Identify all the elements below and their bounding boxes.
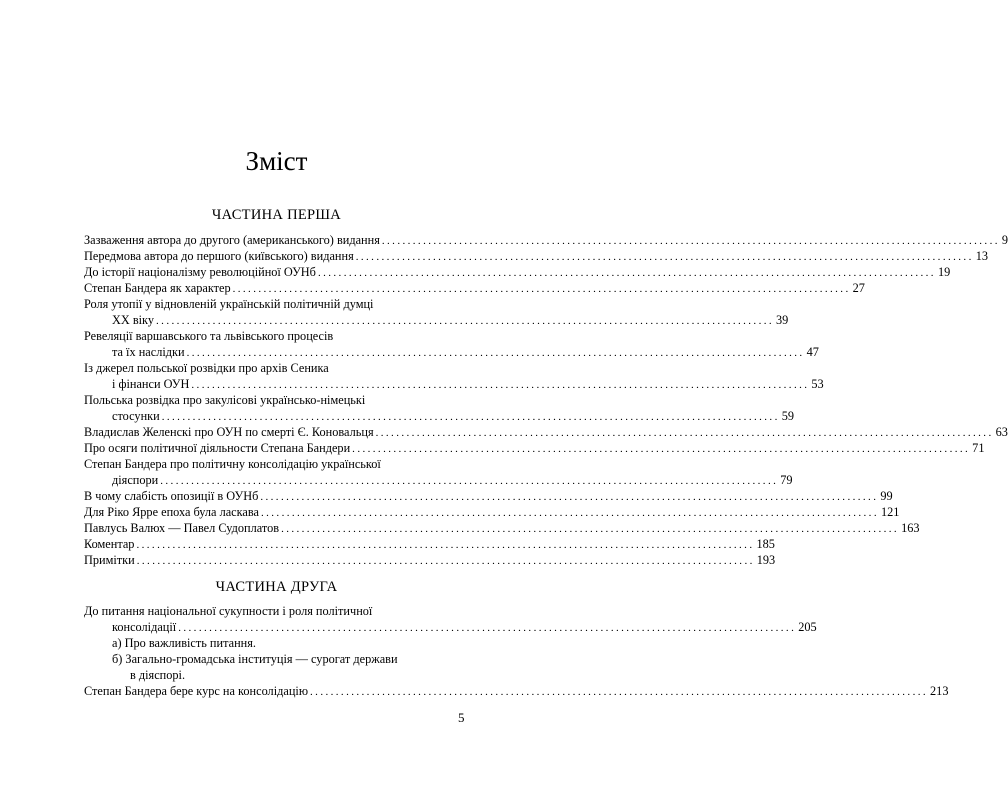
toc-entry xyxy=(84,296,789,328)
page-number: 5 xyxy=(458,710,465,725)
toc-part-two xyxy=(84,603,949,699)
toc-entry-page: 185 xyxy=(756,537,775,551)
toc-entry xyxy=(84,328,819,360)
toc-entry xyxy=(84,552,776,568)
toc-entry xyxy=(84,488,893,504)
toc-entry-page: 121 xyxy=(880,505,900,519)
toc-entry-page: 59 xyxy=(781,409,795,423)
toc-entry xyxy=(84,440,985,456)
toc-entry xyxy=(84,651,470,683)
toc-entry xyxy=(84,456,793,488)
dot-leader: ........................................................................................................................ xyxy=(136,555,755,567)
toc-entry-title: Степан Бандера про політичну консолідацію української xyxy=(84,457,381,471)
toc-entry xyxy=(84,635,470,651)
toc-entry-title: Владислав Желенскі про ОУН по смерті Є. Коновальця xyxy=(84,425,374,439)
toc-entry-page: 63 xyxy=(995,425,1008,439)
toc-entry-title: Роля утопії у відновленій українській політичній думці xyxy=(84,297,374,311)
dot-leader: ........................................................................................................................ xyxy=(352,443,971,455)
toc-entry-title: До історії націоналізму революційної ОУНб xyxy=(84,265,316,279)
page-title: Зміст xyxy=(245,146,308,176)
toc-entry xyxy=(84,504,900,520)
toc-part-one xyxy=(84,232,1008,568)
toc-entry-title: Степан Бандера як характер xyxy=(84,281,231,295)
toc-entry-title: діяспори xyxy=(112,473,159,487)
toc-entry-page: 205 xyxy=(798,620,817,634)
toc-entry xyxy=(84,603,817,635)
toc-entry xyxy=(84,536,775,552)
toc-entry-title: консолідації xyxy=(112,620,177,634)
toc-entry-title: Степан Бандера бере курс на консолідацію xyxy=(84,684,309,698)
toc-entry-title: Із джерел польської розвідки про архів Сеника xyxy=(84,361,329,375)
toc-entry-page: 39 xyxy=(776,313,789,327)
toc-entry-title: Коментар xyxy=(84,537,135,551)
toc-entry-title: Зазваження автора до другого (американського) видання xyxy=(84,233,380,247)
toc-entry-page: 9 xyxy=(1001,233,1008,247)
toc-entry-page: 27 xyxy=(852,281,865,295)
toc-entry xyxy=(84,683,949,699)
toc-entry-title: Про осяги політичної діяльности Степана Бандери xyxy=(84,441,351,455)
toc-entry-title: До питання національної сукупности і роля політичної xyxy=(84,604,373,618)
dot-leader: ........................................................................................................................ xyxy=(375,427,994,439)
toc-entry-page: 99 xyxy=(880,489,893,503)
toc-entry-page: 13 xyxy=(975,249,989,263)
toc-entry-page: 53 xyxy=(811,377,824,391)
toc-entry-subitem: в діяспорі. xyxy=(130,668,186,682)
toc-entry xyxy=(84,264,951,280)
toc-entry-page: 19 xyxy=(937,265,951,279)
toc-entry-page: 79 xyxy=(780,473,793,487)
toc-entry-page: 71 xyxy=(972,441,985,455)
dot-leader: ........................................................................................................................ xyxy=(191,379,810,391)
dot-leader: ........................................................................................................................ xyxy=(160,475,779,487)
dot-leader: ........................................................................................................................ xyxy=(260,491,879,503)
toc-entry-page: 163 xyxy=(901,521,920,535)
toc-entry xyxy=(84,248,989,264)
part-two-heading: ЧАСТИНА ДРУГА xyxy=(215,579,338,595)
dot-leader: ........................................................................................................................ xyxy=(310,686,929,698)
toc-entry xyxy=(84,392,795,424)
toc-entry-subitem: б) Загально-громадська інституція — сурогат держави xyxy=(112,652,398,666)
dot-leader: ........................................................................................................................ xyxy=(355,251,974,263)
dot-leader: ........................................................................................................................ xyxy=(178,622,797,634)
toc-entry xyxy=(84,360,824,392)
toc-entry-title: Примітки xyxy=(84,553,135,567)
dot-leader: ........................................................................................................................ xyxy=(161,411,780,423)
toc-entry-title: Польська розвідка про закулісові українсько-німецькі xyxy=(84,393,366,407)
toc-entry-page: 213 xyxy=(930,684,949,698)
toc-entry-title: Для Ріко Ярре епоха була ласкава xyxy=(84,505,259,519)
toc-entry-title: Ревеляції варшавського та львівського процесів xyxy=(84,329,334,343)
dot-leader: ........................................................................................................................ xyxy=(136,539,755,551)
toc-entry-title: та їх наслідки xyxy=(112,345,185,359)
toc-entry-title: стосунки xyxy=(112,409,160,423)
toc-entry-title: Передмова автора до першого (київського) видання xyxy=(84,249,354,263)
toc-entry-page: 193 xyxy=(756,553,776,567)
toc-entry-title: В чому слабість опозиції в ОУНб xyxy=(84,489,259,503)
toc-entry-title: і фінанси ОУН xyxy=(112,377,190,391)
dot-leader: ........................................................................................................................ xyxy=(232,283,851,295)
part-one-heading: ЧАСТИНА ПЕРША xyxy=(211,207,342,223)
toc-entry xyxy=(84,280,865,296)
toc-entry-page: 47 xyxy=(806,345,819,359)
toc-entry xyxy=(84,424,1008,440)
toc-entry xyxy=(84,520,920,536)
toc-entry-title: XX віку xyxy=(112,313,155,327)
dot-leader: ........................................................................................................................ xyxy=(260,507,879,519)
dot-leader: ........................................................................................................................ xyxy=(156,315,775,327)
dot-leader: ........................................................................................................................ xyxy=(186,347,805,359)
dot-leader: ........................................................................................................................ xyxy=(317,267,936,279)
toc-entry-subitem: а) Про важливість питання. xyxy=(112,636,256,650)
toc-entry xyxy=(84,232,1008,248)
toc-entry-title: Павлусь Валюх — Павел Судоплатов xyxy=(84,521,280,535)
dot-leader: ........................................................................................................................ xyxy=(381,235,1000,247)
dot-leader: ........................................................................................................................ xyxy=(281,523,900,535)
